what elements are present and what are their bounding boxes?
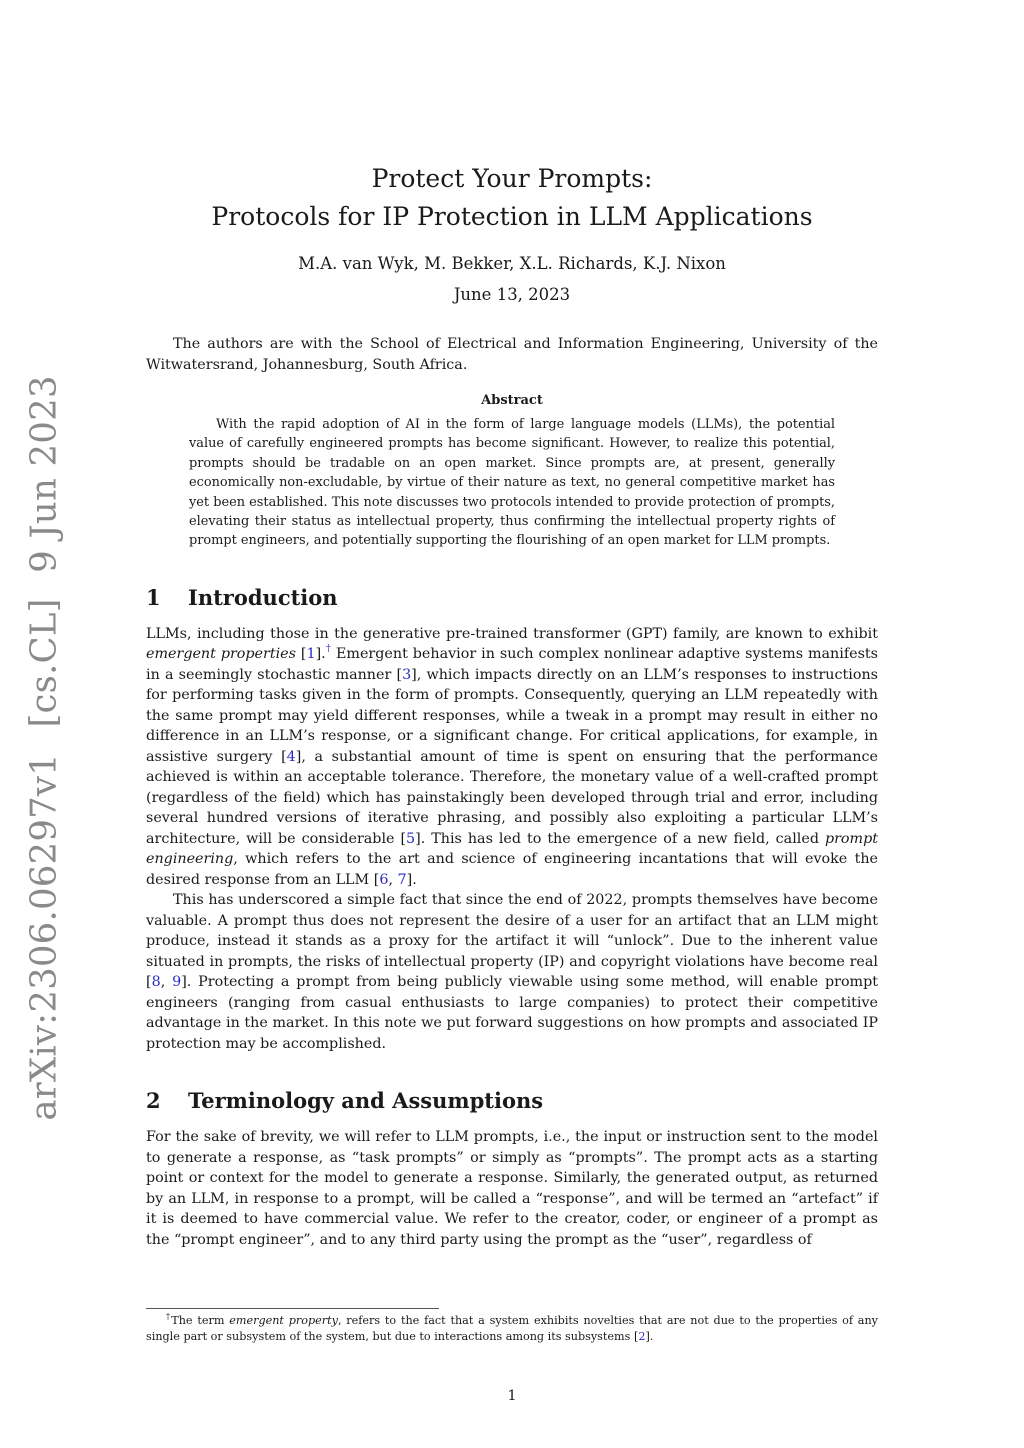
footnote-mark: † (166, 1312, 172, 1321)
arxiv-side-identifier (24, 368, 65, 1127)
affiliation: The authors are with the School of Electrical and Information Engineering, University of the Witwatersrand, Johannesburg, South Africa. (146, 336, 878, 373)
section-heading-terminology (146, 1088, 878, 1113)
footnote-marker[interactable]: † (325, 644, 332, 655)
arxiv-category: [cs.CL] (23, 598, 65, 728)
citation-link[interactable]: 8 (151, 974, 161, 991)
citation-link[interactable]: 7 (397, 871, 407, 888)
section-title: Introduction (188, 584, 338, 610)
paper-title (146, 160, 878, 236)
citation-link[interactable]: 1 (306, 646, 316, 663)
terminology-paragraph-1: For the sake of brevity, we will refer to LLM prompts, i.e., the input or instruction sent to the model to generate a response, as “task prompts” or simply as “prompts”. The prompt acts as a starting point or context for the model to generate a response. Similarly, the generated output, as returned by an LLM, in response to a prompt, will be called a “response”, and will be termed an “artefact” if it is deemed to have commercial value. We refer to the creator, coder, or engineer of a prompt as the “prompt engineer”, and to any third party using the prompt as the “user”, regardless of (146, 1129, 878, 1248)
footnote-divider (146, 1308, 439, 1309)
arxiv-id: arXiv:2306.06297v1 (23, 753, 65, 1121)
section-heading-introduction (146, 585, 878, 610)
section-number: 2 (146, 1088, 161, 1114)
citation-link[interactable]: 4 (286, 748, 296, 765)
authors: M.A. van Wyk, M. Bekker, X.L. Richards, K.J. Nixon (298, 254, 726, 273)
citation-link[interactable]: 5 (406, 830, 416, 847)
abstract-heading: Abstract (481, 393, 543, 408)
arxiv-date: 9 Jun 2023 (23, 375, 65, 573)
emphasis-emergent-property: emergent property (229, 1314, 338, 1327)
citation-link[interactable]: 3 (402, 666, 412, 683)
emphasis-emergent-properties: emergent properties (146, 646, 296, 663)
emphasis-prompt-engineering: prompt engineering (146, 830, 878, 868)
section-number: 1 (146, 584, 161, 610)
title-line-2: Protocols for IP Protection in LLM Applications (211, 202, 813, 231)
page-number: 1 (507, 1388, 517, 1404)
citation-link[interactable]: 6 (379, 871, 389, 888)
section-title: Terminology and Assumptions (188, 1088, 544, 1114)
introduction-paragraph-2: This has underscored a simple fact that since the end of 2022, prompts themselves have become valuable. A prompt thus does not represent the desire of a user for an artifact that an LLM might produce, instead it stands as a proxy for the artifact it will “unlock”. Due to the inherent value situated in prompts, the risks of intellectual property (IP) and copyright violations have become real [8, 9]. Protecting a prompt from being publicly viewable using some method, will enable prompt engineers (ranging from casual enthusiasts to large companies) to protect their competitive advantage in the market. In this note we put forward suggestions on how prompts and associated IP protection may be accomplished. (146, 892, 878, 1052)
page-body (146, 160, 878, 1250)
citation-link[interactable]: 2 (638, 1330, 646, 1343)
introduction-paragraph-1: LLMs, including those in the generative pre-trained transformer (GPT) family, are known to exhibit emergent properties [1].† Emergent behavior in such complex nonlinear adaptive systems manifests in a seemingly stochastic manner [3], which impacts directly on an LLM’s responses to instructions for performing tasks given in the form of prompts. Consequently, querying an LLM repeatedly with the same prompt may yield different responses, while a tweak in a prompt may result in either no difference in an LLM’s response, or a significant change. For critical applications, for example, in assistive surgery [4], a substantial amount of time is spent on ensuring that the performance achieved is within an acceptable tolerance. Therefore, the monetary value of a well-crafted prompt (regardless of the field) which has painstakingly been developed through trial and error, including several hundred versions of iterative phrasing, and possibly also exploiting a particular LLM’s architecture, will be considerable [5]. This has led to the emergence of a new field, called prompt engineering, which refers to the art and science of engineering incantations that will evoke the desired response from an LLM [6, 7]. (146, 625, 879, 888)
footnote: †The term emergent property, refers to the fact that a system exhibits novelties that are not due to the properties of any single part or subsystem of the system, but due to interactions among its subsystems [2]. (146, 1312, 879, 1343)
citation-link[interactable]: 9 (172, 974, 182, 991)
abstract-text: With the rapid adoption of AI in the form of large language models (LLMs), the potential value of carefully engineered prompts has become significant. However, to realize this potential, prompts should be tradable on an open market. Since prompts are, at present, generally economically non-excludable, by virtue of their nature as text, no general competitive market has yet been established. This note discusses two protocols intended to provide protection of prompts, elevating their status as intellectual property, thus confirming the intellectual property rights of prompt engineers, and potentially supporting the flourishing of an open market for LLM prompts. (189, 417, 835, 549)
title-line-1: Protect Your Prompts: (371, 164, 653, 193)
paper-date: June 13, 2023 (453, 285, 571, 304)
